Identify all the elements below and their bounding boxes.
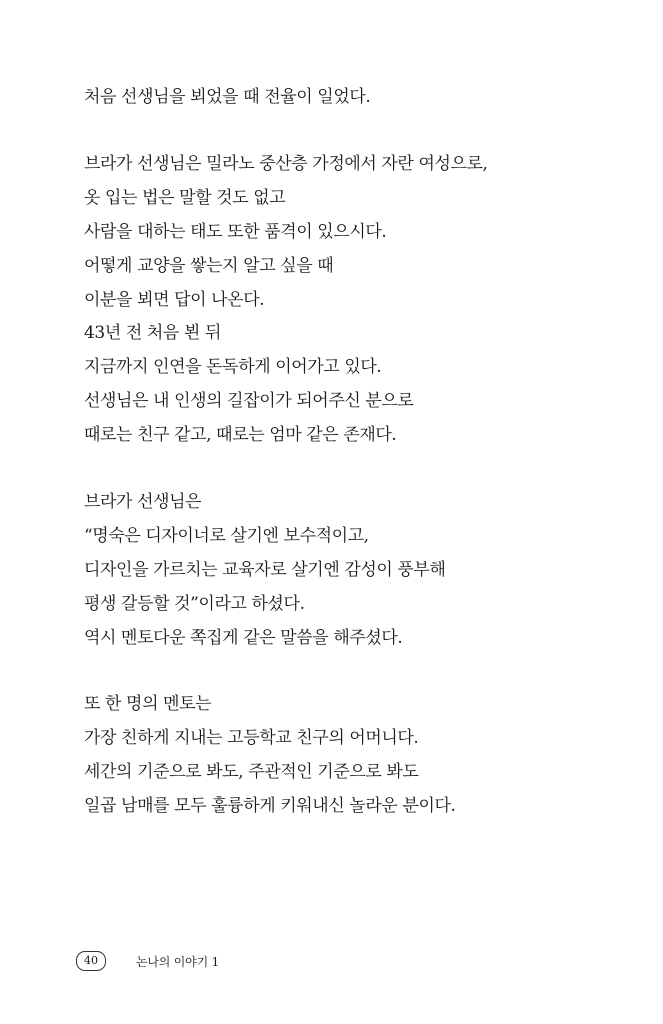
text-line: 옷 입는 법은 말할 것도 없고 xyxy=(84,188,286,208)
text-line: 사람을 대하는 태도 또한 품격이 있으시다. xyxy=(84,222,387,242)
text-line: 브라가 선생님은 밀라노 중산층 가정에서 자란 여성으로, xyxy=(84,154,488,174)
text-line: 역시 멘토다운 쪽집게 같은 말씀을 해주셨다. xyxy=(84,628,403,648)
page-footer xyxy=(76,950,219,972)
text-line: 43년 전 처음 뵌 뒤 xyxy=(84,323,221,343)
text-line: 이분을 뵈면 답이 나온다. xyxy=(84,290,265,310)
text-line: 또 한 명의 멘토는 xyxy=(84,694,212,714)
text-line: 처음 선생님을 뵈었을 때 전율이 일었다. xyxy=(84,87,371,107)
text-line: 때로는 친구 같고, 때로는 엄마 같은 존재다. xyxy=(84,425,397,445)
text-line: 가장 친하게 지내는 고등학교 친구의 어머니다. xyxy=(84,728,419,748)
text-line: 평생 갈등할 것”이라고 하셨다. xyxy=(84,594,305,614)
text-line: 어떻게 교양을 쌓는지 알고 싶을 때 xyxy=(84,256,334,276)
text-line: 디자인을 가르치는 교육자로 살기엔 감성이 풍부해 xyxy=(84,560,446,580)
text-line: 일곱 남매를 모두 훌륭하게 키워내신 놀라운 분이다. xyxy=(84,796,456,816)
text-line: 선생님은 내 인생의 길잡이가 되어주신 분으로 xyxy=(84,391,414,411)
text-line: “명숙은 디자이너로 살기엔 보수적이고, xyxy=(84,526,369,546)
running-title: 논나의 이야기 1 xyxy=(136,954,220,969)
page-number: 40 xyxy=(76,951,106,971)
text-line: 세간의 기준으로 봐도, 주관적인 기준으로 봐도 xyxy=(84,762,419,782)
text-line: 브라가 선생님은 xyxy=(84,492,202,512)
text-line: 지금까지 인연을 돈독하게 이어가고 있다. xyxy=(84,357,382,377)
